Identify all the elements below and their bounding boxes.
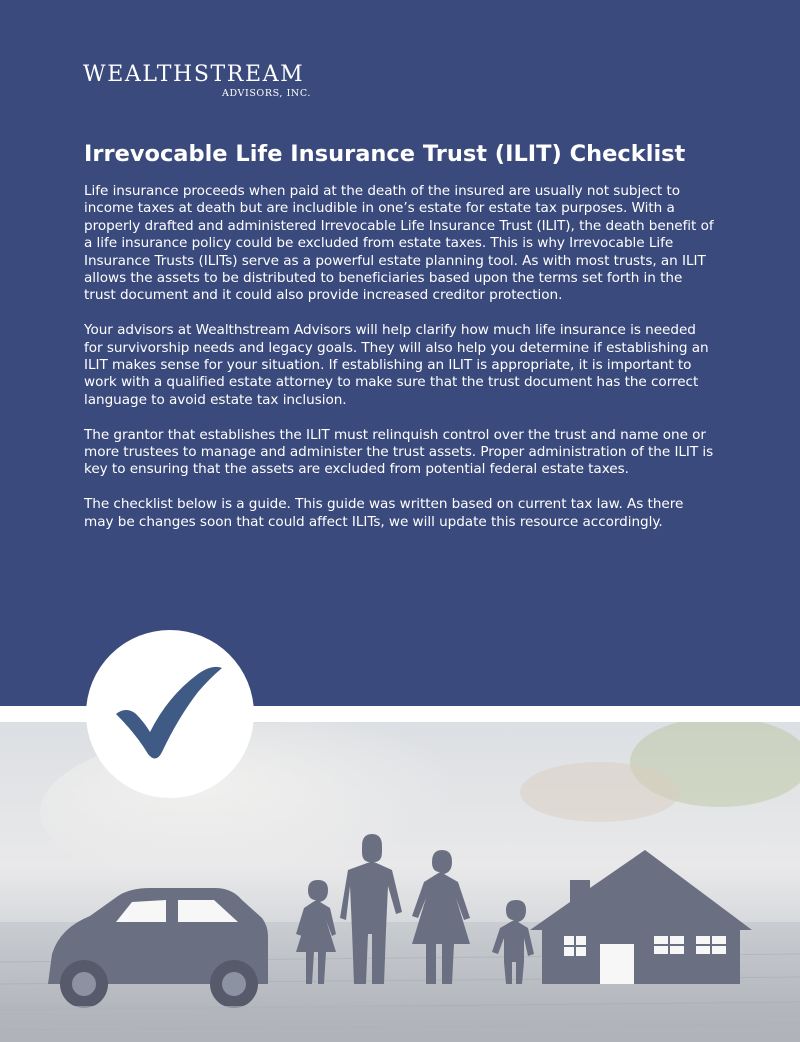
page-title: Irrevocable Life Insurance Trust (ILIT) Checklist: [84, 141, 686, 167]
paragraph-2: Your advisors at Wealthstream Advisors will help clarify how much life insurance is needed for survivorship needs and legacy goals. They will also help you determine if establishing an ILIT makes sense for your situation. If establishing an ILIT is appropriate, it is important to work with a qualified estate attorney to make sure that the trust document has the correct language to avoid estate tax inclusion.: [84, 322, 709, 408]
checkmark-icon: [116, 667, 222, 759]
logo-subtitle: ADVISORS, INC.: [222, 88, 311, 99]
checkmark-badge: [86, 630, 254, 798]
logo-wordmark: WEALTHSTREAM: [83, 62, 305, 87]
intro-text: [84, 183, 716, 548]
paragraph-4: The checklist below is a guide. This guide was written based on current tax law. As there may be changes soon that could affect ILITs, we will update this resource accordingly.: [84, 496, 684, 530]
paragraph-1: Life insurance proceeds when paid at the death of the insured are usually not subject to income taxes at death but are includible in one’s estate for estate tax purposes. With a properly drafted and administered Irrevocable Life Insurance Trust (ILIT), the death benefit of a life insurance policy could be excluded from estate taxes. This is why Irrevocable Life Insurance Trusts (ILITs) serve as a powerful estate planning tool. As with most trusts, an ILIT allows the assets to be distributed to beneficiaries based upon the terms set forth in the trust document and it could also provide increased creditor protection.: [84, 183, 714, 304]
wealthstream-logo: [83, 62, 313, 99]
paragraph-3: The grantor that establishes the ILIT must relinquish control over the trust and name one or more trustees to manage and administer the trust assets. Proper administration of the ILIT is key to ensuring that the assets are excluded from potential federal estate taxes.: [84, 426, 714, 478]
